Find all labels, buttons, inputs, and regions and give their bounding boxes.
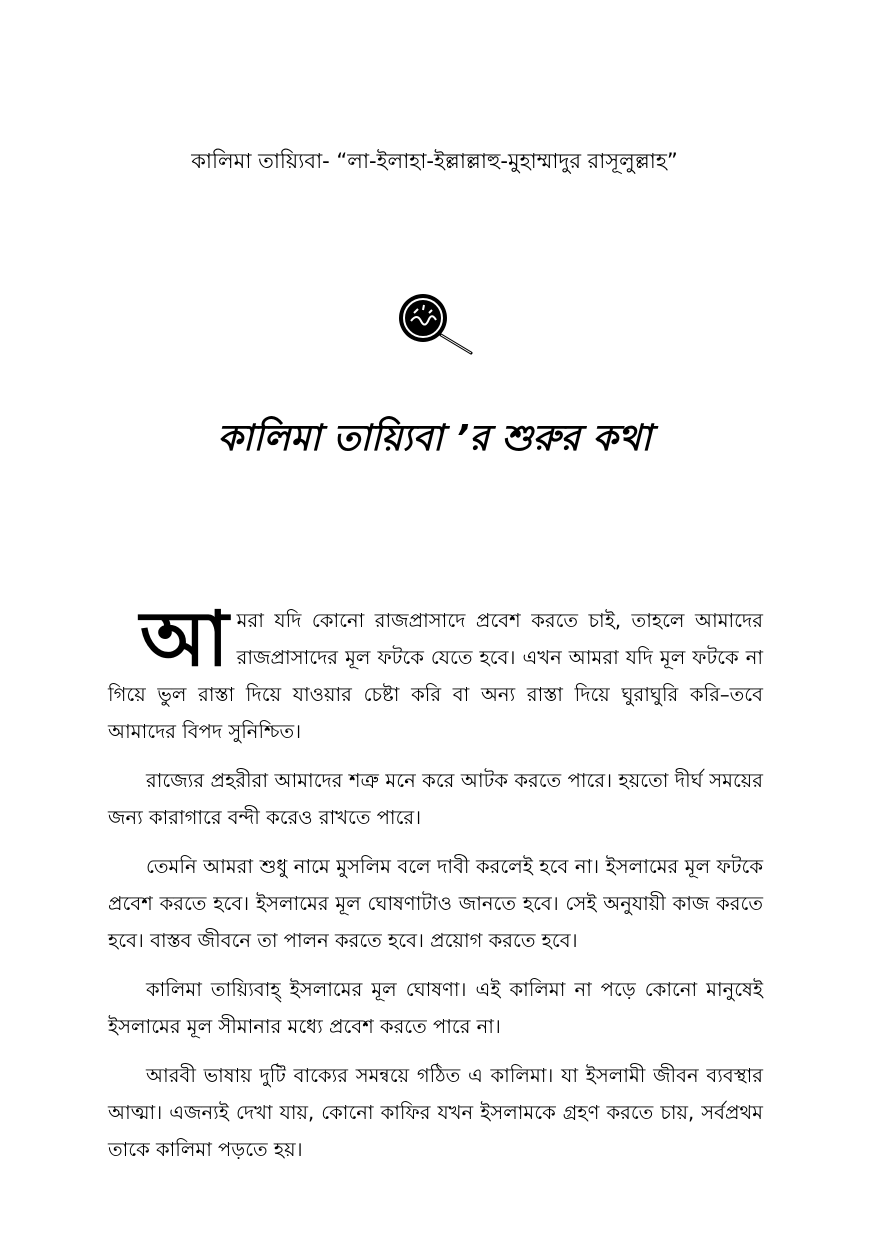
- paragraph-1: [108, 594, 763, 750]
- chapter-title: কালিমা তায়্যিবা ’র শুরুর কথা: [217, 418, 652, 459]
- magnifier-calligraphy-icon: [393, 291, 479, 359]
- paragraph-2: রাজ্যের প্রহরীরা আমাদের শত্রু মনে করে আটক করতে পারে। হয়তো দীর্ঘ সময়ের জন্য কারাগারে বন্দী করেও রাখতে পারে।: [108, 769, 763, 829]
- paragraph-1-text: মরা যদি কোনো রাজপ্রাসাদে প্রবেশ করতে চাই, তাহলে আমাদের রাজপ্রাসাদের মূল ফটকে যেতে হবে। এখন আমরা যদি মূল ফটকে না গিয়ে ভুল রাস্তা দিয়ে যাওয়ার চেষ্টা করি বা অন্য রাস্তা দিয়ে ঘুরাঘুরি করি–তবে আমাদের বিপদ সুনিশ্চিত।: [108, 609, 763, 743]
- running-header: কালিমা তায়্যিবা- “লা-ইলাহা-ইল্লাল্লাহু-মুহাম্মাদুর রাসূলুল্লাহ”: [191, 149, 678, 173]
- paragraph-4: কালিমা তায়্যিবাহ্ ইসলামের মূল ঘোষণা। এই কালিমা না পড়ে কোনো মানুষেই ইসলামের মূল সীমানার মধ্যে প্রবেশ করতে পারে না।: [108, 978, 763, 1038]
- paragraph-5: আরবী ভাষায় দুটি বাক্যের সমন্বয়ে গঠিত এ কালিমা। যা ইসলামী জীবন ব্যবস্থার আত্মা। এজন্যই দেখা যায়, কোনো কাফির যখন ইসলামকে গ্রহণ করতে চায়, সর্বপ্রথম তাকে কালিমা পড়তে হয়।: [108, 1064, 763, 1161]
- body-text: [108, 594, 763, 1180]
- drop-cap: আ: [140, 594, 229, 683]
- paragraph-3: তেমনি আমরা শুধু নামে মুসলিম বলে দাবী করলেই হবে না। ইসলামের মূল ফটকে প্রবেশ করতে হবে। ইসলামের মূল ঘোষণাটাও জানতে হবে। সেই অনুযায়ী কাজ করতে হবে। বাস্তব জীবনে তা পালন করতে হবে। প্রয়োগ করতে হবে।: [108, 855, 763, 952]
